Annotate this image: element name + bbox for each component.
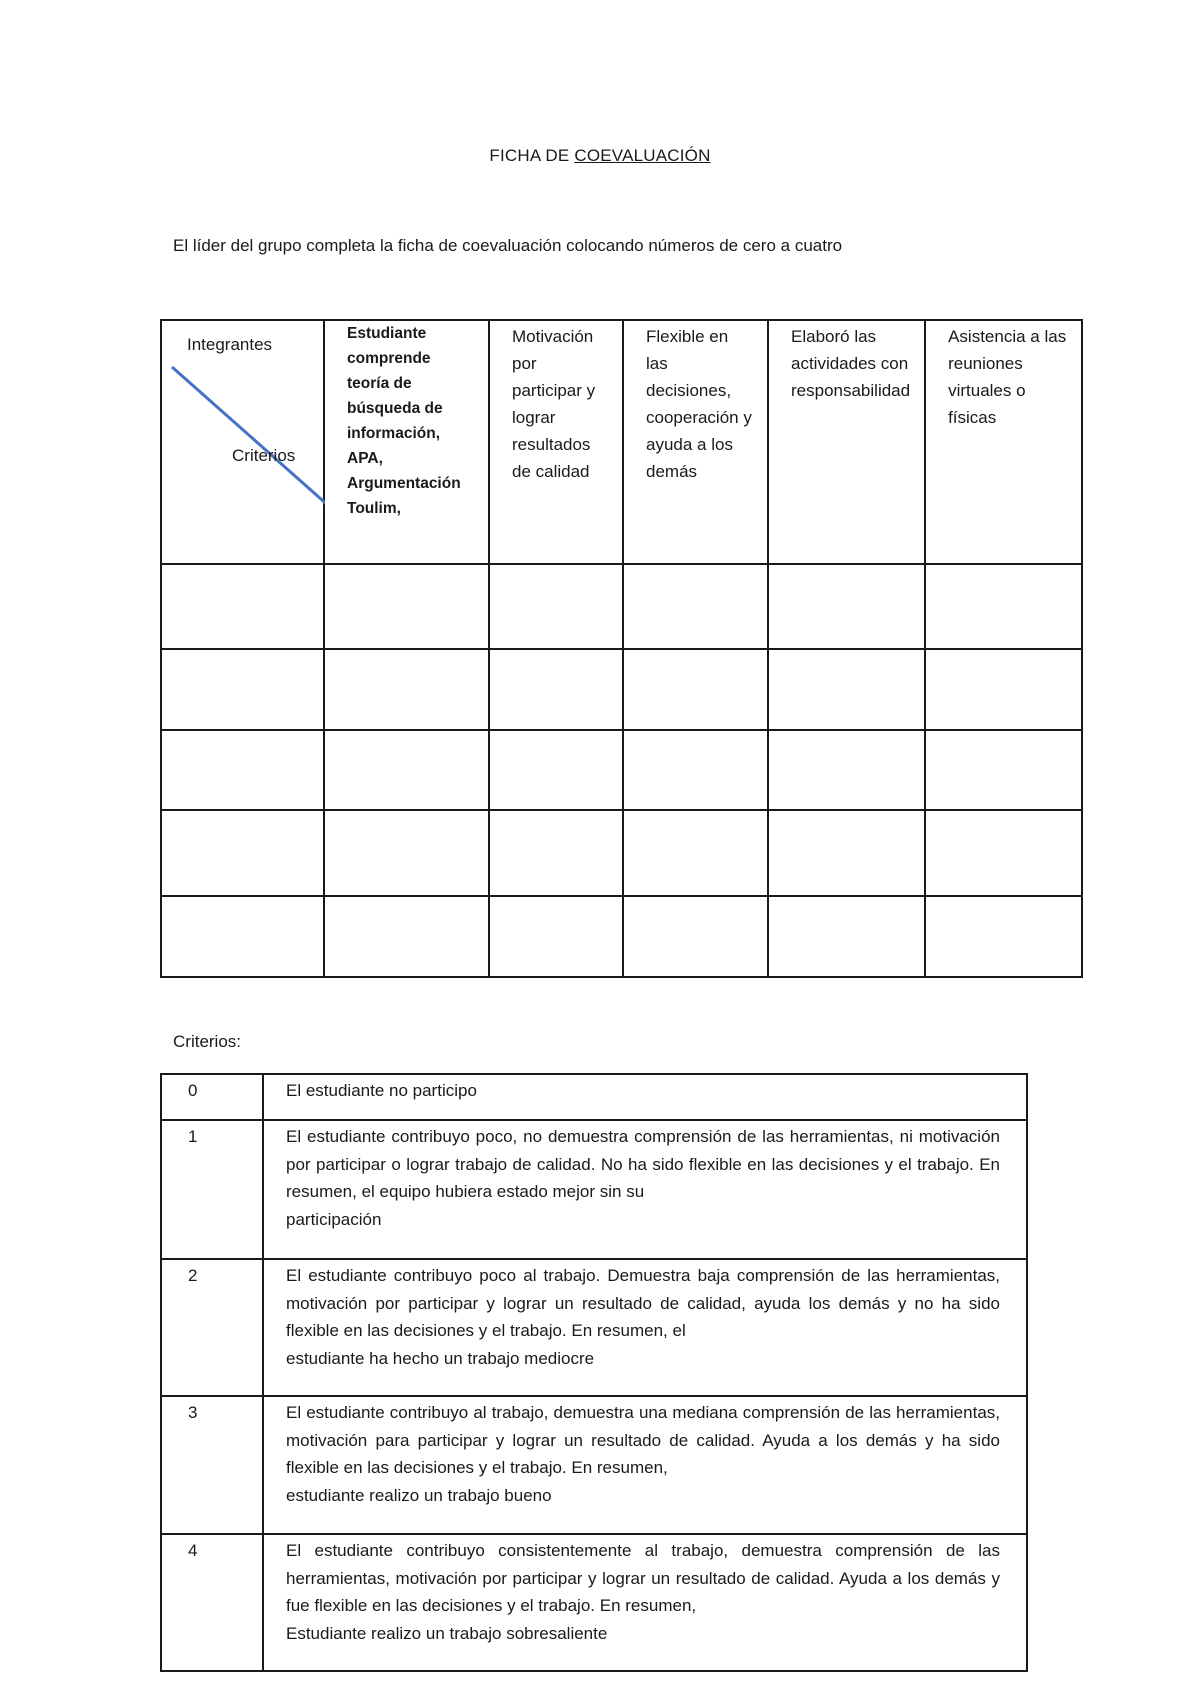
table-cell[interactable] xyxy=(768,564,925,649)
table-cell[interactable] xyxy=(324,730,489,810)
table-cell[interactable] xyxy=(161,649,324,730)
table-cell[interactable] xyxy=(489,649,623,730)
header-row xyxy=(161,320,1082,564)
table-cell[interactable] xyxy=(161,564,324,649)
criteria-description xyxy=(263,1074,1027,1120)
document-title xyxy=(0,146,1200,166)
table-cell[interactable] xyxy=(161,810,324,896)
table-cell[interactable] xyxy=(489,810,623,896)
criteria-text: El estudiante no participo xyxy=(286,1081,477,1100)
table-cell[interactable] xyxy=(768,810,925,896)
corner-cell xyxy=(161,320,324,564)
criteria-text: El estudiante contribuyo consistentemente al trabajo, demuestra comprensión de las herramientas, motivación por participar y lograr un resultado de calidad. Ayuda a los demás y fue flexible en las decisiones y el trabajo. En resumen, xyxy=(286,1541,1000,1615)
table-cell[interactable] xyxy=(489,896,623,977)
criteria-label: Criterios: xyxy=(173,1032,242,1051)
table-cell[interactable] xyxy=(324,810,489,896)
criteria-score: 2 xyxy=(161,1259,263,1396)
criteria-row xyxy=(161,1534,1027,1671)
criteria-table xyxy=(160,1073,1028,1672)
title-prefix: FICHA DE xyxy=(489,146,570,165)
header-cell: Motivación por participar y lograr resultados de calidad xyxy=(489,320,623,564)
title-underlined: COEVALUACIÓN xyxy=(574,146,711,165)
table-row xyxy=(161,730,1082,810)
criteria-row xyxy=(161,1120,1027,1259)
criteria-score: 1 xyxy=(161,1120,263,1259)
table-cell[interactable] xyxy=(623,564,768,649)
intro-text: El líder del grupo completa la ficha de coevaluación colocando números de cero a cuatro xyxy=(173,236,843,255)
criteria-score: 0 xyxy=(161,1074,263,1120)
criteria-text: El estudiante contribuyo al trabajo, demuestra una mediana comprensión de las herramientas, motivación para participar y lograr un resultado de calidad. Ayuda a los demás y ha sido flexible en las decisiones y el trabajo. En resumen, xyxy=(286,1403,1000,1477)
table-cell[interactable] xyxy=(161,730,324,810)
criteria-description xyxy=(263,1259,1027,1396)
criteria-text-last: estudiante ha hecho un trabajo mediocre xyxy=(286,1348,595,1368)
table-row xyxy=(161,649,1082,730)
criteria-score: 3 xyxy=(161,1396,263,1534)
corner-label-integrantes: Integrantes xyxy=(187,335,273,354)
corner-label-criterios: Criterios xyxy=(232,446,296,465)
table-cell[interactable] xyxy=(623,810,768,896)
criteria-text-last: Estudiante realizo un trabajo sobresaliente xyxy=(286,1623,608,1643)
table-cell[interactable] xyxy=(623,896,768,977)
table-cell[interactable] xyxy=(324,564,489,649)
header-cell: Elaboró las actividades con responsabilidad xyxy=(768,320,925,564)
table-cell[interactable] xyxy=(623,730,768,810)
header-cell: Flexible en las decisiones, cooperación y ayuda a los demás xyxy=(623,320,768,564)
evaluation-table xyxy=(160,319,1083,978)
table-cell[interactable] xyxy=(925,564,1082,649)
table-cell[interactable] xyxy=(925,896,1082,977)
criteria-text-last: estudiante realizo un trabajo bueno xyxy=(286,1485,552,1505)
criteria-description xyxy=(263,1120,1027,1259)
table-cell[interactable] xyxy=(324,896,489,977)
criteria-description xyxy=(263,1534,1027,1671)
criteria-text: El estudiante contribuyo poco, no demuestra comprensión de las herramientas, ni motivación por participar o lograr trabajo de calidad. No ha sido flexible en las decisiones y el trabajo. En resumen, el equipo hubiera estado mejor sin su xyxy=(286,1127,1000,1201)
table-cell[interactable] xyxy=(768,649,925,730)
table-cell[interactable] xyxy=(768,896,925,977)
header-cell: Asistencia a las reuniones virtuales o físicas xyxy=(925,320,1082,564)
criteria-row xyxy=(161,1396,1027,1534)
table-cell[interactable] xyxy=(925,649,1082,730)
criteria-row xyxy=(161,1259,1027,1396)
criteria-description xyxy=(263,1396,1027,1534)
table-cell[interactable] xyxy=(324,649,489,730)
diagonal-line xyxy=(162,321,325,561)
table-cell[interactable] xyxy=(623,649,768,730)
header-cell: Estudiante comprende teoría de búsqueda de información, APA, Argumentación Toulim, xyxy=(324,320,489,564)
table-row xyxy=(161,896,1082,977)
table-cell[interactable] xyxy=(768,730,925,810)
table-cell[interactable] xyxy=(925,810,1082,896)
table-row xyxy=(161,564,1082,649)
table-row xyxy=(161,810,1082,896)
criteria-text-last: participación xyxy=(286,1209,382,1229)
criteria-row xyxy=(161,1074,1027,1120)
table-cell[interactable] xyxy=(161,896,324,977)
criteria-score: 4 xyxy=(161,1534,263,1671)
table-cell[interactable] xyxy=(489,564,623,649)
table-cell[interactable] xyxy=(925,730,1082,810)
table-cell[interactable] xyxy=(489,730,623,810)
criteria-text: El estudiante contribuyo poco al trabajo. Demuestra baja comprensión de las herramientas, motivación por participar y lograr un resultado de calidad, ayuda los demás y no ha sido flexible en las decisiones y el trabajo. En resumen, el xyxy=(286,1266,1000,1340)
